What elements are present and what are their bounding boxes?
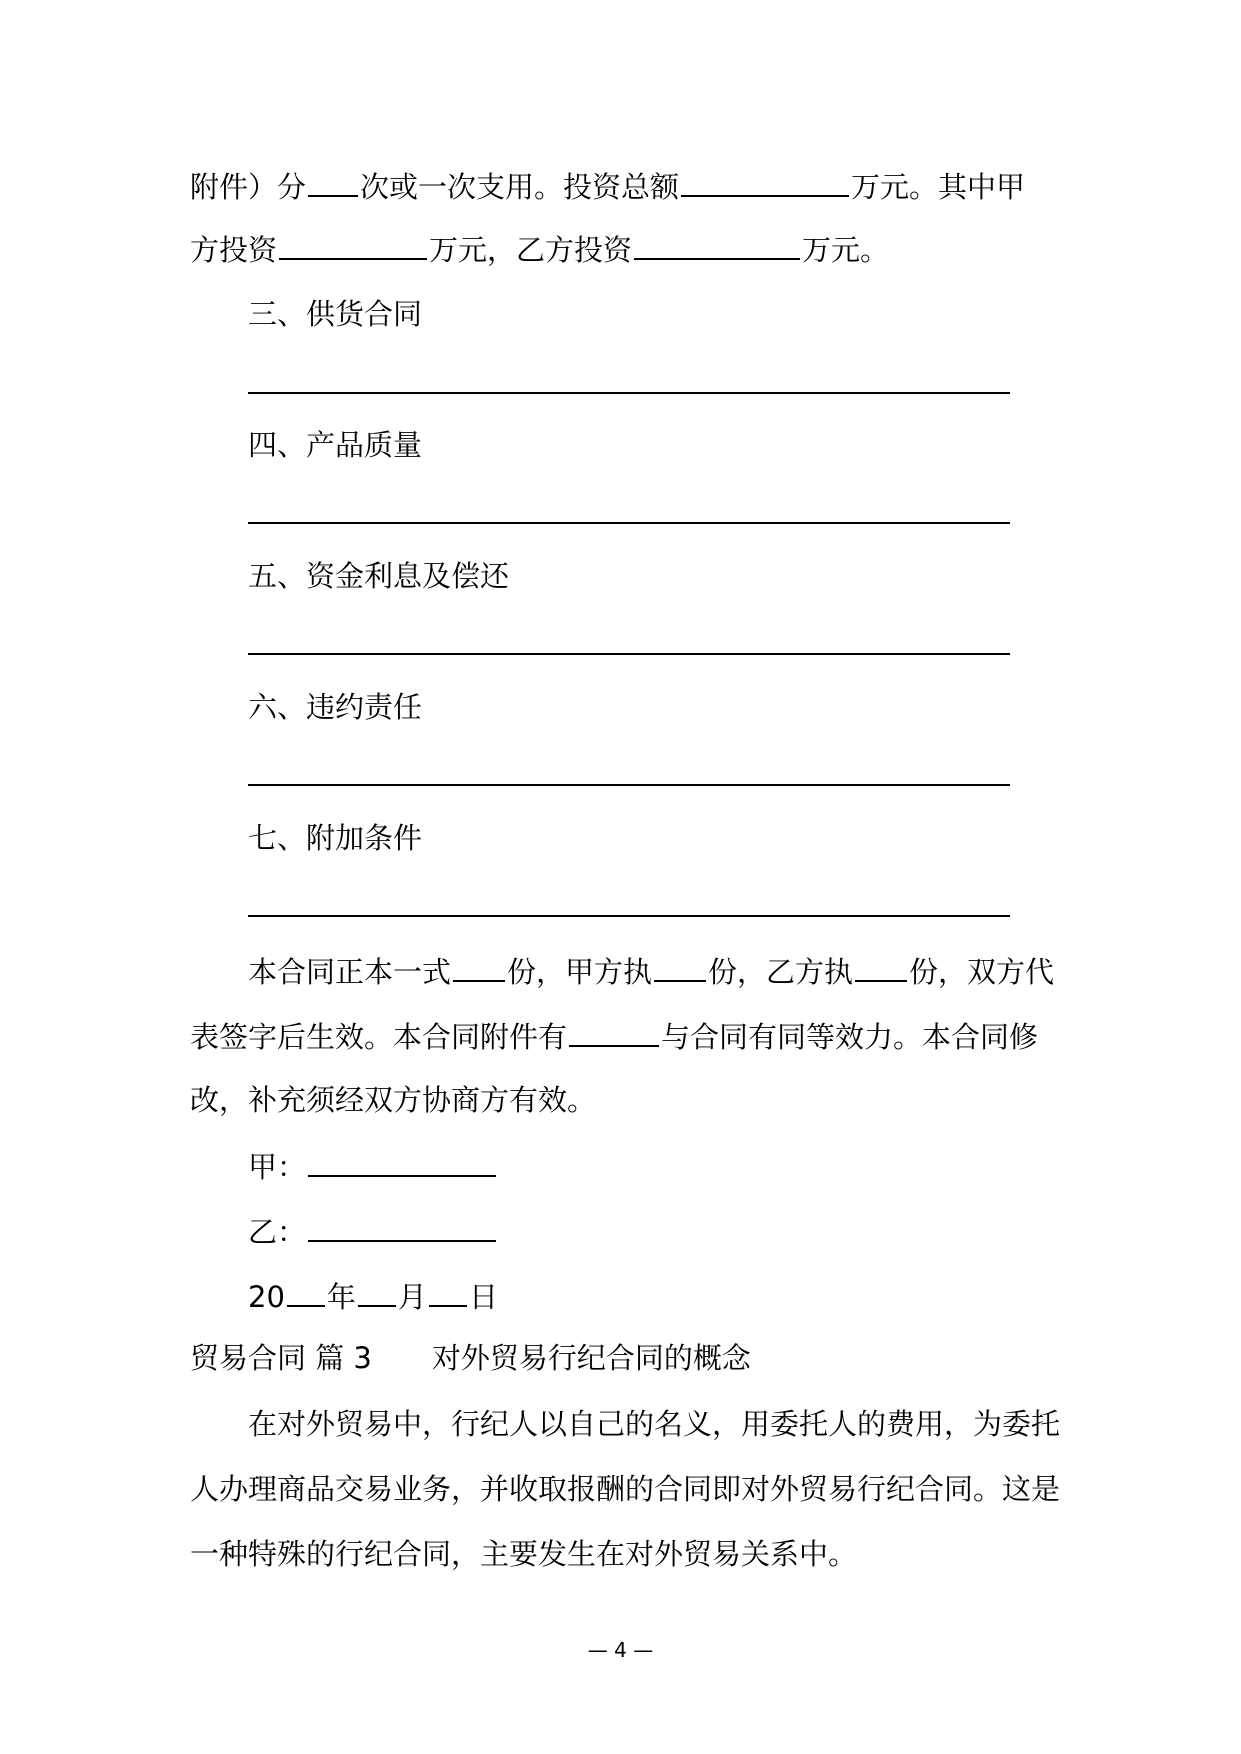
- section-heading-5: 五、资金利息及偿还: [248, 559, 510, 593]
- blank-field[interactable]: [308, 165, 358, 197]
- year-label: 年: [326, 1280, 356, 1314]
- page-number: — 4 —: [587, 1638, 654, 1662]
- blank-line[interactable]: [248, 522, 1010, 524]
- text: 万元，乙方投资: [429, 233, 633, 267]
- article-heading-line: [190, 1338, 751, 1378]
- blank-field[interactable]: [569, 1015, 659, 1047]
- party-a-label: 甲：: [248, 1150, 307, 1184]
- text: 表签字后生效。本合同附件有: [190, 1020, 568, 1054]
- investment-line-2: [190, 228, 889, 270]
- article-paragraph-line-1: 在对外贸易中，行纪人以自己的名义，用委托人的费用，为委托: [248, 1407, 1061, 1441]
- year-field[interactable]: [287, 1275, 325, 1307]
- blank-field[interactable]: [634, 228, 800, 260]
- blank-line[interactable]: [248, 915, 1010, 917]
- article-paragraph-line-2: 人办理商品交易业务，并收取报酬的合同即对外贸易行纪合同。这是: [190, 1472, 1061, 1506]
- day-label: 日: [468, 1280, 498, 1314]
- party-b-line: [248, 1210, 498, 1252]
- text: 方投资: [190, 233, 278, 267]
- party-a-field[interactable]: [308, 1145, 496, 1177]
- month-label: 月: [397, 1280, 427, 1314]
- text: 份，乙方执: [708, 955, 854, 989]
- text: 份，甲方执: [507, 955, 653, 989]
- text: 与合同有同等效力。本合同修: [661, 1020, 1039, 1054]
- party-b-label: 乙：: [248, 1215, 307, 1249]
- text: 万元。: [802, 233, 890, 267]
- section-heading-3: 三、供货合同: [248, 297, 423, 331]
- blank-line[interactable]: [248, 784, 1010, 786]
- text: 次或一次支用。投资总额: [360, 170, 680, 204]
- date-prefix: 20: [248, 1280, 285, 1314]
- copies-line-1: [248, 950, 1054, 992]
- blank-line[interactable]: [248, 653, 1010, 655]
- party-b-field[interactable]: [308, 1210, 496, 1242]
- copies-line-3: 改，补充须经双方协商方有效。: [190, 1083, 597, 1117]
- text: 份，双方代: [909, 955, 1055, 989]
- article-heading: 贸易合同 篇 3: [190, 1341, 372, 1375]
- date-line: [248, 1275, 498, 1317]
- blank-field[interactable]: [279, 228, 427, 260]
- section-heading-7: 七、附加条件: [248, 821, 423, 855]
- text: 万元。其中甲: [851, 170, 1026, 204]
- blank-line[interactable]: [248, 392, 1010, 394]
- blank-field[interactable]: [453, 950, 505, 982]
- blank-field[interactable]: [681, 165, 849, 197]
- copies-line-2: [190, 1015, 1038, 1057]
- day-field[interactable]: [429, 1275, 467, 1307]
- investment-line-1: [190, 165, 1025, 207]
- party-a-line: [248, 1145, 498, 1187]
- section-heading-6: 六、违约责任: [248, 690, 423, 724]
- article-paragraph-line-3: 一种特殊的行纪合同，主要发生在对外贸易关系中。: [190, 1537, 858, 1571]
- blank-field[interactable]: [654, 950, 706, 982]
- text: 本合同正本一式: [248, 955, 452, 989]
- section-heading-4: 四、产品质量: [248, 428, 423, 462]
- month-field[interactable]: [358, 1275, 396, 1307]
- text: 附件）分: [190, 170, 307, 204]
- article-subheading: 对外贸易行纪合同的概念: [431, 1341, 751, 1375]
- blank-field[interactable]: [855, 950, 907, 982]
